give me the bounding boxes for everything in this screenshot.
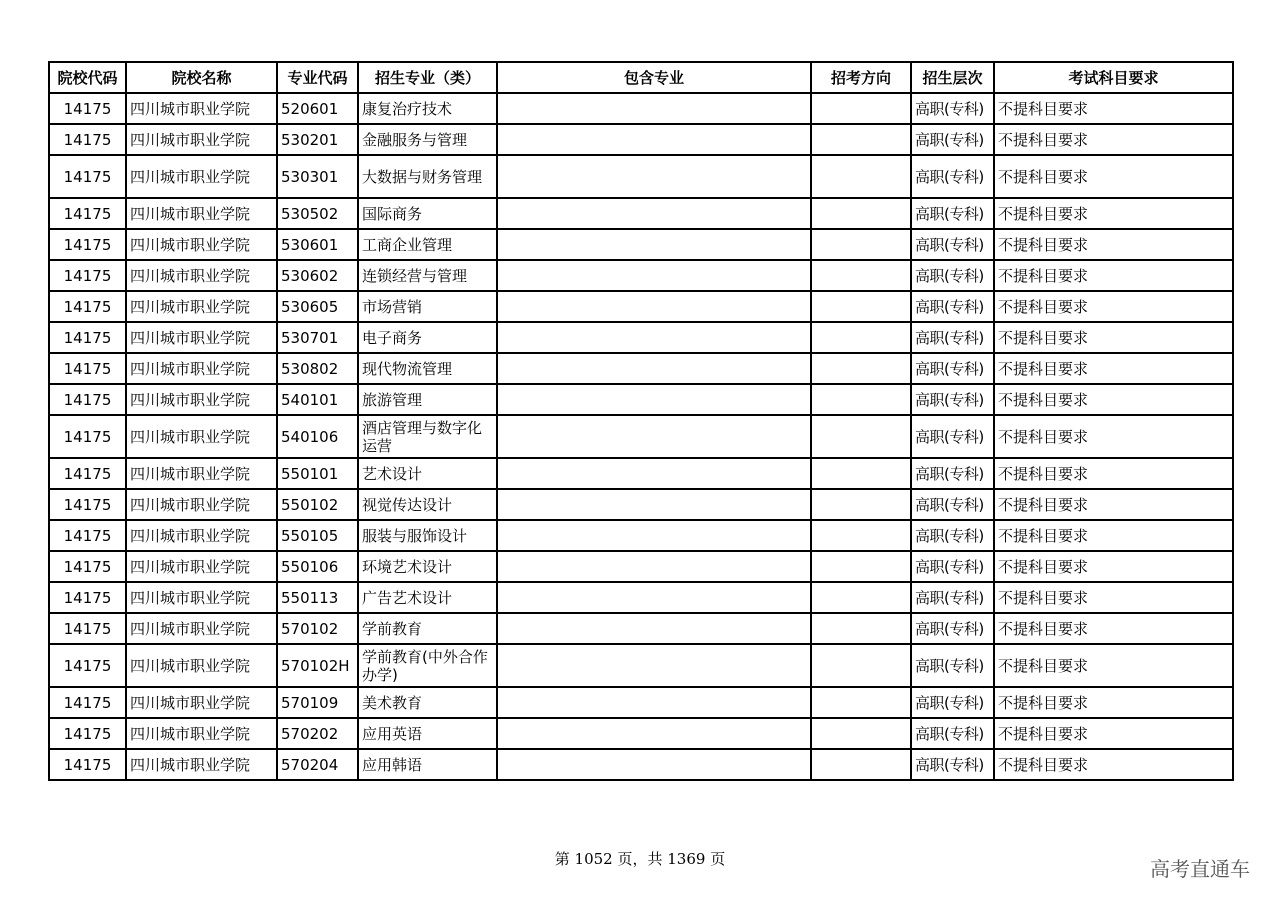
requirement-cell: 不提科目要求	[994, 353, 1233, 384]
major-code-cell: 530701	[277, 322, 358, 353]
requirement-cell: 不提科目要求	[994, 489, 1233, 520]
header-direction: 招考方向	[811, 62, 911, 93]
direction-cell	[811, 155, 911, 198]
requirement-cell: 不提科目要求	[994, 384, 1233, 415]
requirement-cell: 不提科目要求	[994, 458, 1233, 489]
school-name-cell: 四川城市职业学院	[126, 155, 277, 198]
direction-cell	[811, 520, 911, 551]
table-row	[49, 644, 1233, 687]
included-majors-cell	[497, 613, 811, 644]
table-row	[49, 458, 1233, 489]
requirement-cell: 不提科目要求	[994, 644, 1233, 687]
requirement-cell: 不提科目要求	[994, 291, 1233, 322]
level-cell: 高职(专科)	[911, 291, 994, 322]
requirement-cell: 不提科目要求	[994, 582, 1233, 613]
table-row	[49, 322, 1233, 353]
direction-cell	[811, 384, 911, 415]
requirement-cell: 不提科目要求	[994, 260, 1233, 291]
requirement-cell: 不提科目要求	[994, 198, 1233, 229]
major-code-cell: 570102H	[277, 644, 358, 687]
level-cell: 高职(专科)	[911, 155, 994, 198]
major-code-cell: 530502	[277, 198, 358, 229]
level-cell: 高职(专科)	[911, 415, 994, 458]
major-code-cell: 570109	[277, 687, 358, 718]
level-cell: 高职(专科)	[911, 749, 994, 780]
direction-cell	[811, 322, 911, 353]
table-row	[49, 353, 1233, 384]
major-code-cell: 540101	[277, 384, 358, 415]
table-row	[49, 198, 1233, 229]
major-cell: 应用英语	[358, 718, 497, 749]
school-code-cell: 14175	[49, 229, 126, 260]
direction-cell	[811, 93, 911, 124]
school-name-cell: 四川城市职业学院	[126, 260, 277, 291]
requirement-cell: 不提科目要求	[994, 613, 1233, 644]
major-code-cell: 550105	[277, 520, 358, 551]
school-code-cell: 14175	[49, 582, 126, 613]
direction-cell	[811, 124, 911, 155]
table-body	[49, 93, 1233, 780]
level-cell: 高职(专科)	[911, 260, 994, 291]
school-name-cell: 四川城市职业学院	[126, 124, 277, 155]
school-code-cell: 14175	[49, 644, 126, 687]
school-code-cell: 14175	[49, 415, 126, 458]
requirement-cell: 不提科目要求	[994, 229, 1233, 260]
table-row	[49, 520, 1233, 551]
level-cell: 高职(专科)	[911, 229, 994, 260]
school-name-cell: 四川城市职业学院	[126, 644, 277, 687]
school-code-cell: 14175	[49, 155, 126, 198]
major-code-cell: 550106	[277, 551, 358, 582]
school-code-cell: 14175	[49, 718, 126, 749]
direction-cell	[811, 489, 911, 520]
level-cell: 高职(专科)	[911, 353, 994, 384]
included-majors-cell	[497, 718, 811, 749]
level-cell: 高职(专科)	[911, 644, 994, 687]
level-cell: 高职(专科)	[911, 582, 994, 613]
major-cell: 连锁经营与管理	[358, 260, 497, 291]
school-name-cell: 四川城市职业学院	[126, 520, 277, 551]
major-code-cell: 540106	[277, 415, 358, 458]
included-majors-cell	[497, 198, 811, 229]
table-row	[49, 749, 1233, 780]
school-name-cell: 四川城市职业学院	[126, 489, 277, 520]
major-cell: 电子商务	[358, 322, 497, 353]
school-code-cell: 14175	[49, 687, 126, 718]
included-majors-cell	[497, 489, 811, 520]
major-cell: 国际商务	[358, 198, 497, 229]
included-majors-cell	[497, 749, 811, 780]
school-code-cell: 14175	[49, 322, 126, 353]
major-code-cell: 570202	[277, 718, 358, 749]
direction-cell	[811, 749, 911, 780]
table-header-row	[49, 62, 1233, 93]
major-cell: 应用韩语	[358, 749, 497, 780]
table-row	[49, 613, 1233, 644]
direction-cell	[811, 458, 911, 489]
table-row	[49, 582, 1233, 613]
included-majors-cell	[497, 384, 811, 415]
major-code-cell: 520601	[277, 93, 358, 124]
level-cell: 高职(专科)	[911, 551, 994, 582]
watermark: 高考直通车	[1150, 857, 1250, 881]
direction-cell	[811, 291, 911, 322]
page-number: 第 1052 页，共 1369 页	[554, 850, 726, 868]
major-cell: 广告艺术设计	[358, 582, 497, 613]
major-cell: 美术教育	[358, 687, 497, 718]
direction-cell	[811, 198, 911, 229]
school-code-cell: 14175	[49, 124, 126, 155]
school-code-cell: 14175	[49, 93, 126, 124]
level-cell: 高职(专科)	[911, 124, 994, 155]
school-code-cell: 14175	[49, 198, 126, 229]
direction-cell	[811, 687, 911, 718]
requirement-cell: 不提科目要求	[994, 749, 1233, 780]
major-code-cell: 550101	[277, 458, 358, 489]
included-majors-cell	[497, 260, 811, 291]
school-name-cell: 四川城市职业学院	[126, 613, 277, 644]
included-majors-cell	[497, 291, 811, 322]
table-row	[49, 93, 1233, 124]
header-requirement: 考试科目要求	[994, 62, 1233, 93]
direction-cell	[811, 613, 911, 644]
header-school-code: 院校代码	[49, 62, 126, 93]
direction-cell	[811, 229, 911, 260]
direction-cell	[811, 415, 911, 458]
level-cell: 高职(专科)	[911, 458, 994, 489]
major-cell: 大数据与财务管理	[358, 155, 497, 198]
included-majors-cell	[497, 551, 811, 582]
table-row	[49, 124, 1233, 155]
school-name-cell: 四川城市职业学院	[126, 353, 277, 384]
school-name-cell: 四川城市职业学院	[126, 322, 277, 353]
header-school-name: 院校名称	[126, 62, 277, 93]
included-majors-cell	[497, 93, 811, 124]
major-code-cell: 530201	[277, 124, 358, 155]
school-name-cell: 四川城市职业学院	[126, 551, 277, 582]
level-cell: 高职(专科)	[911, 520, 994, 551]
school-name-cell: 四川城市职业学院	[126, 718, 277, 749]
header-major: 招生专业（类）	[358, 62, 497, 93]
school-name-cell: 四川城市职业学院	[126, 229, 277, 260]
included-majors-cell	[497, 322, 811, 353]
requirement-cell: 不提科目要求	[994, 415, 1233, 458]
included-majors-cell	[497, 353, 811, 384]
major-cell: 艺术设计	[358, 458, 497, 489]
major-cell: 康复治疗技术	[358, 93, 497, 124]
level-cell: 高职(专科)	[911, 322, 994, 353]
major-code-cell: 530601	[277, 229, 358, 260]
major-cell: 服装与服饰设计	[358, 520, 497, 551]
school-name-cell: 四川城市职业学院	[126, 291, 277, 322]
direction-cell	[811, 644, 911, 687]
requirement-cell: 不提科目要求	[994, 322, 1233, 353]
admissions-table	[48, 61, 1234, 781]
level-cell: 高职(专科)	[911, 489, 994, 520]
requirement-cell: 不提科目要求	[994, 155, 1233, 198]
included-majors-cell	[497, 687, 811, 718]
direction-cell	[811, 551, 911, 582]
included-majors-cell	[497, 229, 811, 260]
school-name-cell: 四川城市职业学院	[126, 198, 277, 229]
school-name-cell: 四川城市职业学院	[126, 384, 277, 415]
table-row	[49, 291, 1233, 322]
level-cell: 高职(专科)	[911, 687, 994, 718]
included-majors-cell	[497, 415, 811, 458]
major-cell: 学前教育(中外合作办学)	[358, 644, 497, 687]
school-code-cell: 14175	[49, 520, 126, 551]
level-cell: 高职(专科)	[911, 718, 994, 749]
school-name-cell: 四川城市职业学院	[126, 687, 277, 718]
table-row	[49, 551, 1233, 582]
school-name-cell: 四川城市职业学院	[126, 93, 277, 124]
major-code-cell: 530605	[277, 291, 358, 322]
header-major-code: 专业代码	[277, 62, 358, 93]
header-included-majors: 包含专业	[497, 62, 811, 93]
school-code-cell: 14175	[49, 749, 126, 780]
included-majors-cell	[497, 644, 811, 687]
table-row	[49, 718, 1233, 749]
major-cell: 市场营销	[358, 291, 497, 322]
major-cell: 工商企业管理	[358, 229, 497, 260]
table-row	[49, 260, 1233, 291]
requirement-cell: 不提科目要求	[994, 687, 1233, 718]
included-majors-cell	[497, 458, 811, 489]
major-code-cell: 550102	[277, 489, 358, 520]
requirement-cell: 不提科目要求	[994, 551, 1233, 582]
level-cell: 高职(专科)	[911, 93, 994, 124]
requirement-cell: 不提科目要求	[994, 124, 1233, 155]
school-code-cell: 14175	[49, 551, 126, 582]
level-cell: 高职(专科)	[911, 384, 994, 415]
level-cell: 高职(专科)	[911, 613, 994, 644]
table-row	[49, 489, 1233, 520]
table-row	[49, 384, 1233, 415]
school-name-cell: 四川城市职业学院	[126, 458, 277, 489]
school-code-cell: 14175	[49, 384, 126, 415]
major-cell: 金融服务与管理	[358, 124, 497, 155]
header-level: 招生层次	[911, 62, 994, 93]
requirement-cell: 不提科目要求	[994, 718, 1233, 749]
school-code-cell: 14175	[49, 291, 126, 322]
major-code-cell: 570102	[277, 613, 358, 644]
school-name-cell: 四川城市职业学院	[126, 415, 277, 458]
major-code-cell: 550113	[277, 582, 358, 613]
included-majors-cell	[497, 582, 811, 613]
major-cell: 现代物流管理	[358, 353, 497, 384]
major-code-cell: 570204	[277, 749, 358, 780]
major-cell: 酒店管理与数字化运营	[358, 415, 497, 458]
major-code-cell: 530802	[277, 353, 358, 384]
major-cell: 环境艺术设计	[358, 551, 497, 582]
requirement-cell: 不提科目要求	[994, 93, 1233, 124]
direction-cell	[811, 260, 911, 291]
included-majors-cell	[497, 155, 811, 198]
school-code-cell: 14175	[49, 489, 126, 520]
school-code-cell: 14175	[49, 458, 126, 489]
school-code-cell: 14175	[49, 260, 126, 291]
direction-cell	[811, 582, 911, 613]
table-row	[49, 687, 1233, 718]
major-code-cell: 530602	[277, 260, 358, 291]
table-row	[49, 229, 1233, 260]
major-cell: 学前教育	[358, 613, 497, 644]
direction-cell	[811, 353, 911, 384]
level-cell: 高职(专科)	[911, 198, 994, 229]
major-code-cell: 530301	[277, 155, 358, 198]
table-row	[49, 155, 1233, 198]
table-row	[49, 415, 1233, 458]
direction-cell	[811, 718, 911, 749]
school-code-cell: 14175	[49, 353, 126, 384]
major-cell: 视觉传达设计	[358, 489, 497, 520]
major-cell: 旅游管理	[358, 384, 497, 415]
included-majors-cell	[497, 124, 811, 155]
requirement-cell: 不提科目要求	[994, 520, 1233, 551]
school-name-cell: 四川城市职业学院	[126, 582, 277, 613]
school-code-cell: 14175	[49, 613, 126, 644]
included-majors-cell	[497, 520, 811, 551]
school-name-cell: 四川城市职业学院	[126, 749, 277, 780]
